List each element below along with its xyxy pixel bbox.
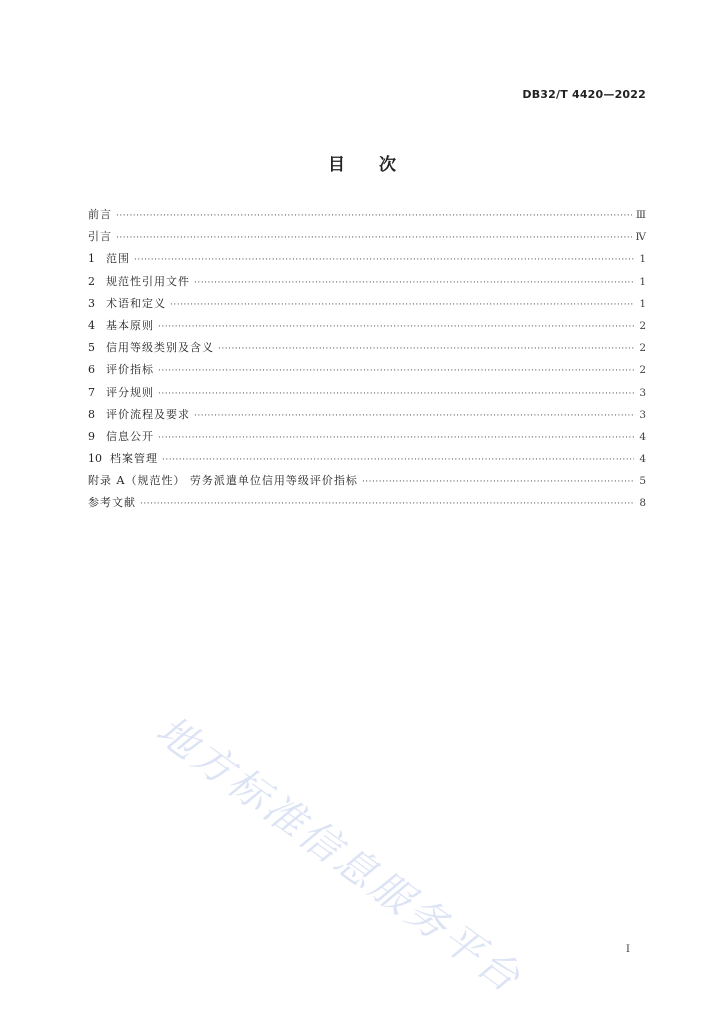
toc-page-number: 2: [639, 319, 646, 332]
dot-leader: [162, 453, 634, 467]
toc-page-number: 1: [639, 275, 646, 288]
toc-label: 档案管理: [110, 452, 158, 466]
toc-section-number: 3: [88, 296, 95, 310]
dot-leader: [158, 320, 634, 334]
toc-page-number: 1: [639, 253, 646, 266]
dot-leader: [362, 475, 634, 489]
toc-page-number: 3: [639, 408, 646, 421]
toc-label: 范围: [106, 252, 130, 266]
table-of-contents: [88, 208, 646, 519]
dot-leader: [134, 253, 634, 267]
toc-page-number: 2: [639, 364, 646, 377]
toc-label: 参考文献: [88, 496, 136, 510]
toc-page-number: 1: [639, 297, 646, 310]
watermark-text: 地方标准信息服务平台: [147, 707, 531, 1004]
toc-section-number: 2: [88, 274, 95, 288]
toc-label: 术语和定义: [106, 296, 166, 310]
toc-section-number: 5: [88, 341, 95, 355]
document-code: DB32/T 4420—2022: [522, 88, 646, 101]
toc-page-number: Ⅳ: [635, 231, 646, 244]
toc-entry-evaluation-process[interactable]: [88, 408, 646, 430]
toc-page-number: 8: [639, 497, 646, 510]
toc-entry-foreword[interactable]: [88, 208, 646, 230]
toc-page-number: Ⅲ: [635, 209, 646, 221]
toc-label: 信用等级类别及含义: [106, 341, 214, 355]
toc-label: 引言: [88, 230, 112, 244]
page-title: 目次: [328, 155, 430, 175]
toc-section-number: 7: [88, 385, 95, 399]
toc-section-number: 4: [88, 318, 95, 332]
toc-section-number: 9: [88, 429, 95, 443]
toc-label: 评分规则: [106, 385, 154, 399]
dot-leader: [170, 298, 634, 312]
toc-section-number: 8: [88, 407, 95, 421]
toc-label: 评价指标: [106, 363, 154, 377]
toc-entry-appendix-a[interactable]: [88, 474, 646, 496]
toc-section-number: 1: [88, 252, 95, 266]
toc-entry-information-disclosure[interactable]: [88, 430, 646, 452]
toc-label: 附录 A（规范性） 劳务派遣单位信用等级评价指标: [88, 474, 358, 488]
dot-leader: [218, 342, 634, 356]
toc-entry-scope[interactable]: [88, 252, 646, 274]
toc-section-number: 6: [88, 363, 95, 377]
toc-label: 前言: [88, 208, 112, 221]
toc-entry-terms-definitions[interactable]: [88, 297, 646, 319]
toc-entry-introduction[interactable]: [88, 230, 646, 252]
dot-leader: [116, 231, 632, 245]
page-number: I: [625, 943, 630, 955]
toc-page-number: 3: [639, 386, 646, 399]
toc-label: 基本原则: [106, 318, 154, 332]
toc-section-number: 10: [88, 452, 102, 466]
toc-entry-normative-references[interactable]: [88, 275, 646, 297]
toc-page-number: 4: [639, 430, 646, 443]
dot-leader: [194, 409, 634, 423]
toc-page-number: 2: [639, 342, 646, 355]
dot-leader: [158, 387, 634, 401]
toc-label: 规范性引用文件: [106, 274, 190, 288]
dot-leader: [140, 497, 634, 511]
toc-page-number: 5: [639, 475, 646, 488]
toc-entry-archive-management[interactable]: [88, 452, 646, 474]
dot-leader: [158, 431, 634, 445]
toc-entry-credit-levels[interactable]: [88, 341, 646, 363]
dot-leader: [194, 276, 634, 290]
dot-leader: [158, 364, 634, 378]
toc-label: 信息公开: [106, 429, 154, 443]
toc-label: 评价流程及要求: [106, 407, 190, 421]
dot-leader: [116, 209, 632, 223]
toc-entry-basic-principles[interactable]: [88, 319, 646, 341]
toc-entry-bibliography[interactable]: [88, 496, 646, 518]
toc-entry-evaluation-indicators[interactable]: [88, 363, 646, 385]
toc-entry-scoring-rules[interactable]: [88, 386, 646, 408]
toc-page-number: 4: [639, 453, 646, 466]
